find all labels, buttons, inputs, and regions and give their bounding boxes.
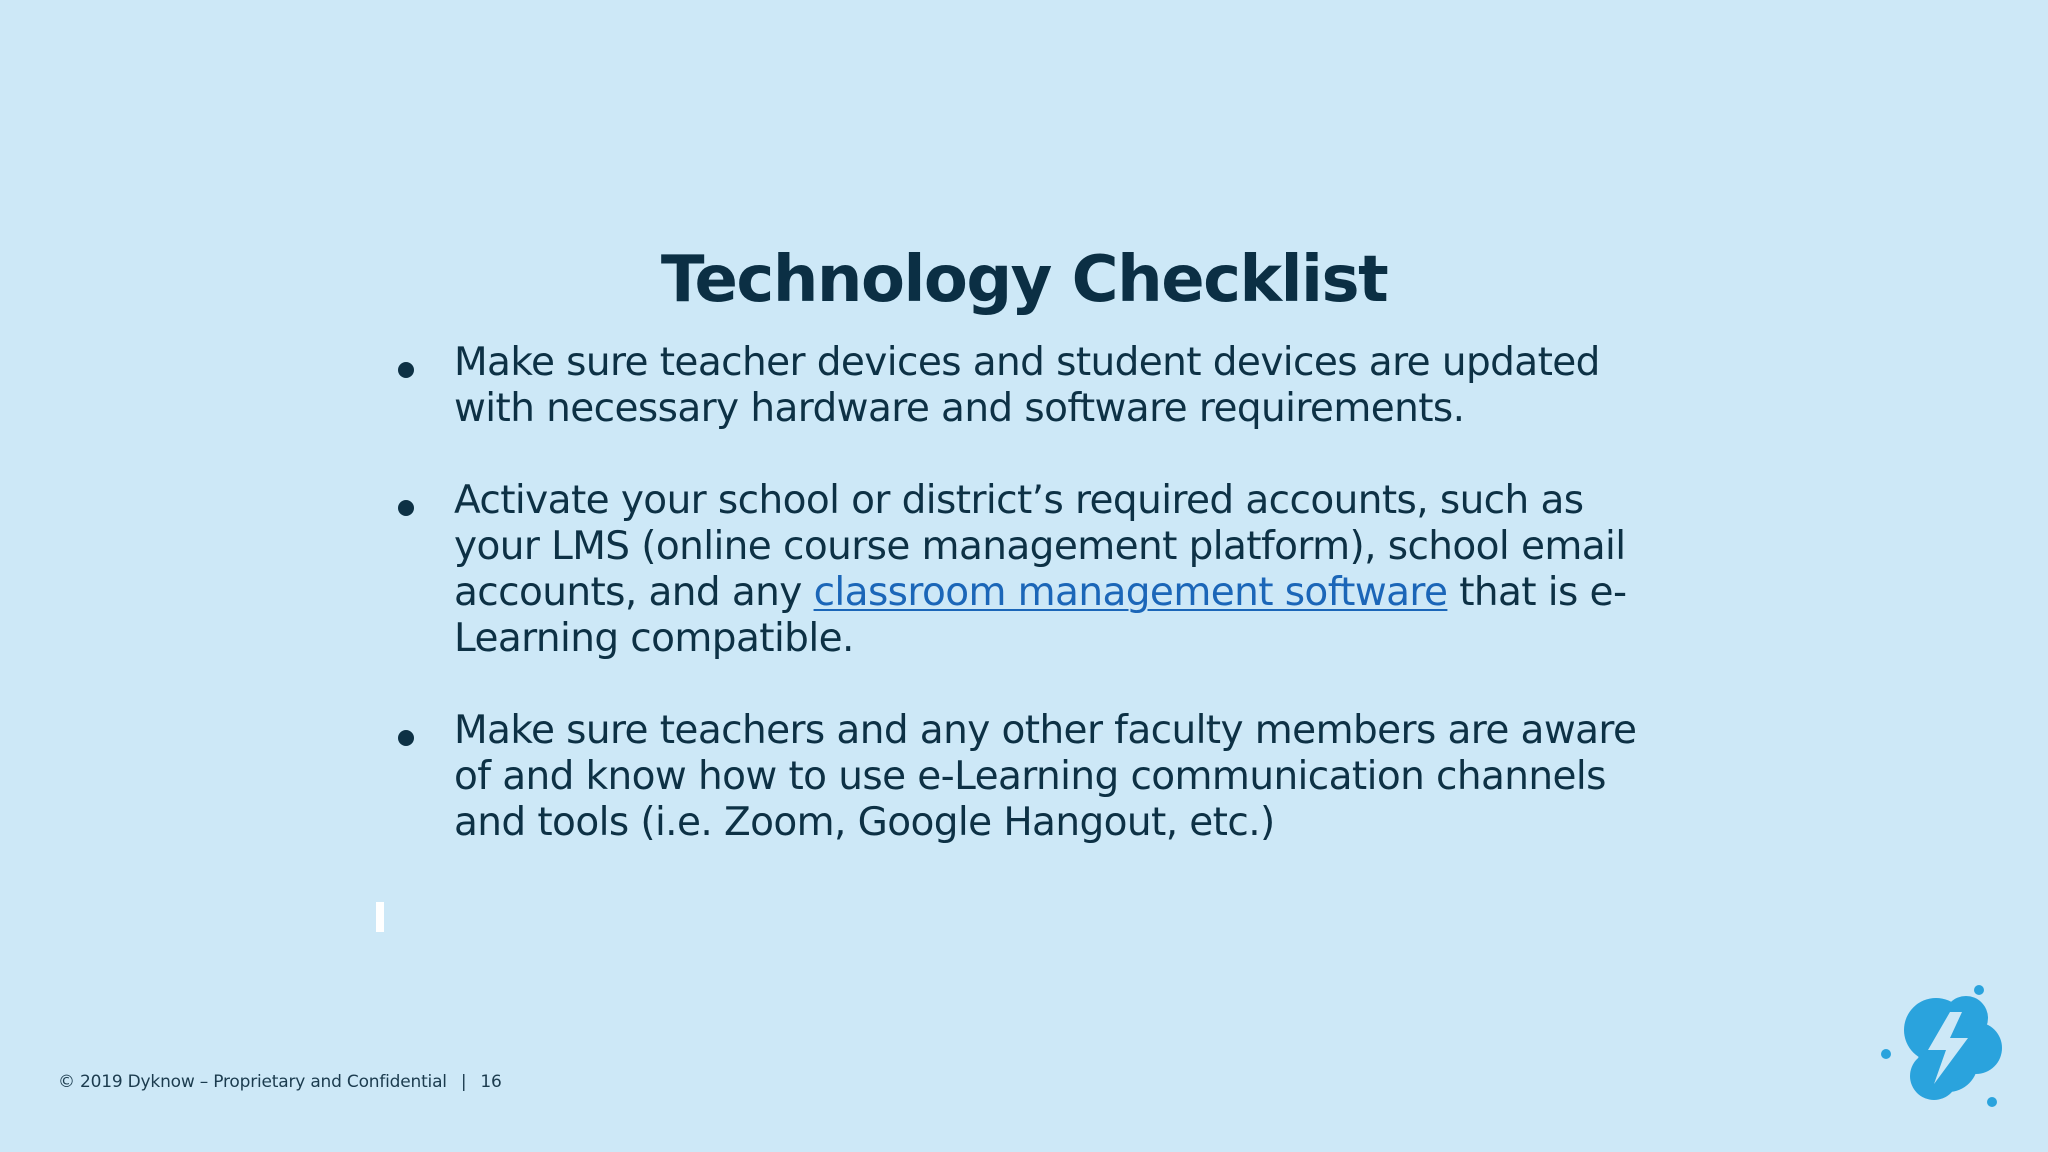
bullet-dot-icon: [398, 730, 414, 746]
bullet-line: Learning compatible.: [454, 616, 854, 661]
bullet-text: accounts, and any: [454, 570, 814, 615]
bullet-item-communication: [396, 708, 1676, 846]
bullet-line: your LMS (online course management platform), school email: [454, 524, 1626, 569]
footer-separator: |: [460, 1072, 467, 1092]
bullet-line: with necessary hardware and software requirements.: [454, 386, 1465, 431]
bullet-line: [454, 570, 1676, 616]
classroom-management-software-link[interactable]: classroom management software: [813, 570, 1448, 615]
bullet-line: Activate your school or district’s required accounts, such as: [454, 478, 1584, 523]
slide-footer: [58, 1072, 502, 1092]
bullet-dot-icon: [398, 362, 414, 378]
bullet-line: Make sure teacher devices and student devices are updated: [454, 340, 1600, 385]
bullet-line: of and know how to use e-Learning communication channels: [454, 754, 1606, 799]
bullet-item-devices: [396, 340, 1676, 432]
bullet-line: and tools (i.e. Zoom, Google Hangout, etc.): [454, 800, 1275, 845]
slide-title: Technology Checklist: [660, 243, 1388, 317]
text-cursor-marker: [376, 902, 384, 932]
bullet-dot-icon: [398, 500, 414, 516]
page-number: 16: [480, 1072, 502, 1092]
bullet-item-accounts: [396, 478, 1676, 662]
bullet-list: [396, 340, 1676, 892]
footer-copyright: © 2019 Dyknow – Proprietary and Confidential: [58, 1072, 447, 1092]
bullet-line: Make sure teachers and any other faculty members are aware: [454, 708, 1637, 753]
bullet-text: that is e-: [1447, 570, 1627, 615]
dyknow-lightning-cloud-icon: [1876, 980, 2026, 1115]
